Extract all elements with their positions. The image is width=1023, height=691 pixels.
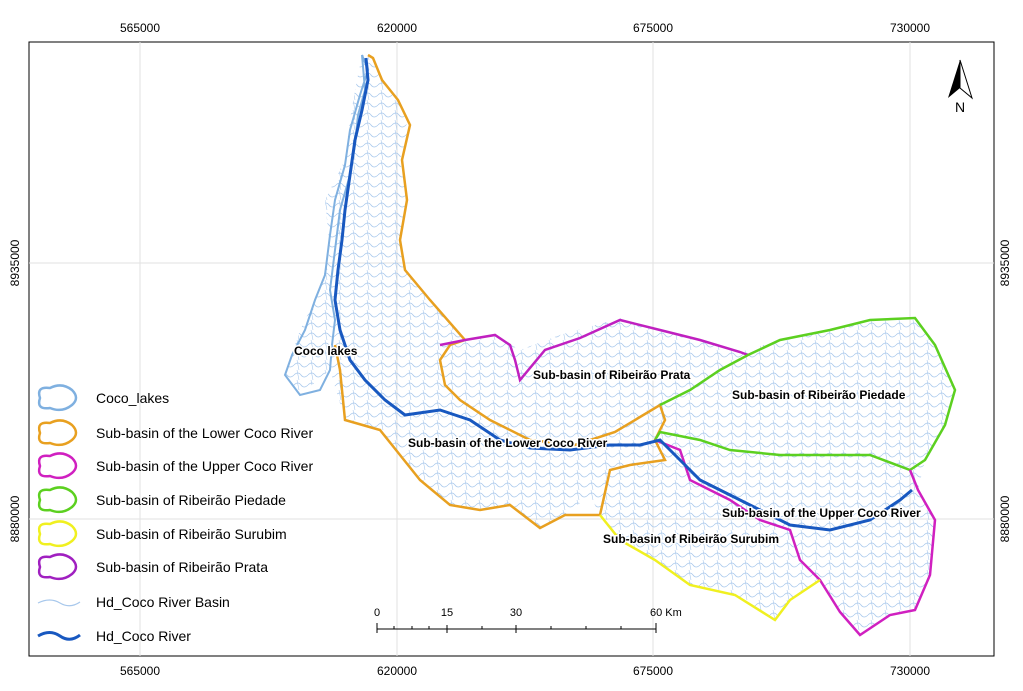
legend-label: Coco_lakes [96,390,170,406]
y-tick-left-1: 8935000 [8,239,22,287]
legend-label: Sub-basin of Ribeirão Prata [96,559,268,575]
scale-label-0: 0 [373,607,381,619]
label-upper: Sub-basin of the Upper Coco River [722,506,921,520]
north-label: N [954,99,966,115]
x-tick-top-2: 620000 [376,21,418,35]
legend-label: Sub-basin of the Lower Coco River [96,425,314,441]
label-lower: Sub-basin of the Lower Coco River [408,436,608,450]
legend-label: Hd_Coco River [96,628,191,644]
label-piedade: Sub-basin of Ribeirão Piedade [732,388,906,402]
x-tick-bottom-2: 620000 [376,664,418,678]
legend-label: Sub-basin of Ribeirão Surubim [96,526,287,542]
x-tick-bottom-3: 675000 [632,664,674,678]
x-tick-bottom-1: 565000 [119,664,161,678]
x-tick-top-3: 675000 [632,21,674,35]
x-tick-bottom-4: 730000 [889,664,931,678]
label-prata: Sub-basin of Ribeirão Prata [533,368,691,382]
x-tick-top-1: 565000 [119,21,161,35]
y-tick-right-2: 8880000 [998,495,1012,543]
label-coco-lakes: Coco lakes [294,344,358,358]
label-surubim: Sub-basin of Ribeirão Surubim [603,532,780,546]
legend-label: Sub-basin of the Upper Coco River [96,458,314,474]
y-tick-right-1: 8935000 [998,239,1012,287]
scale-label-60: 60 Km [650,607,682,619]
legend-label: Sub-basin of Ribeirão Piedade [96,492,286,508]
x-tick-top-4: 730000 [889,21,931,35]
legend-label: Hd_Coco River Basin [96,594,230,610]
y-tick-left-2: 8880000 [8,495,22,543]
scale-label-30: 30 [509,607,523,619]
scale-label-15: 15 [440,607,454,619]
